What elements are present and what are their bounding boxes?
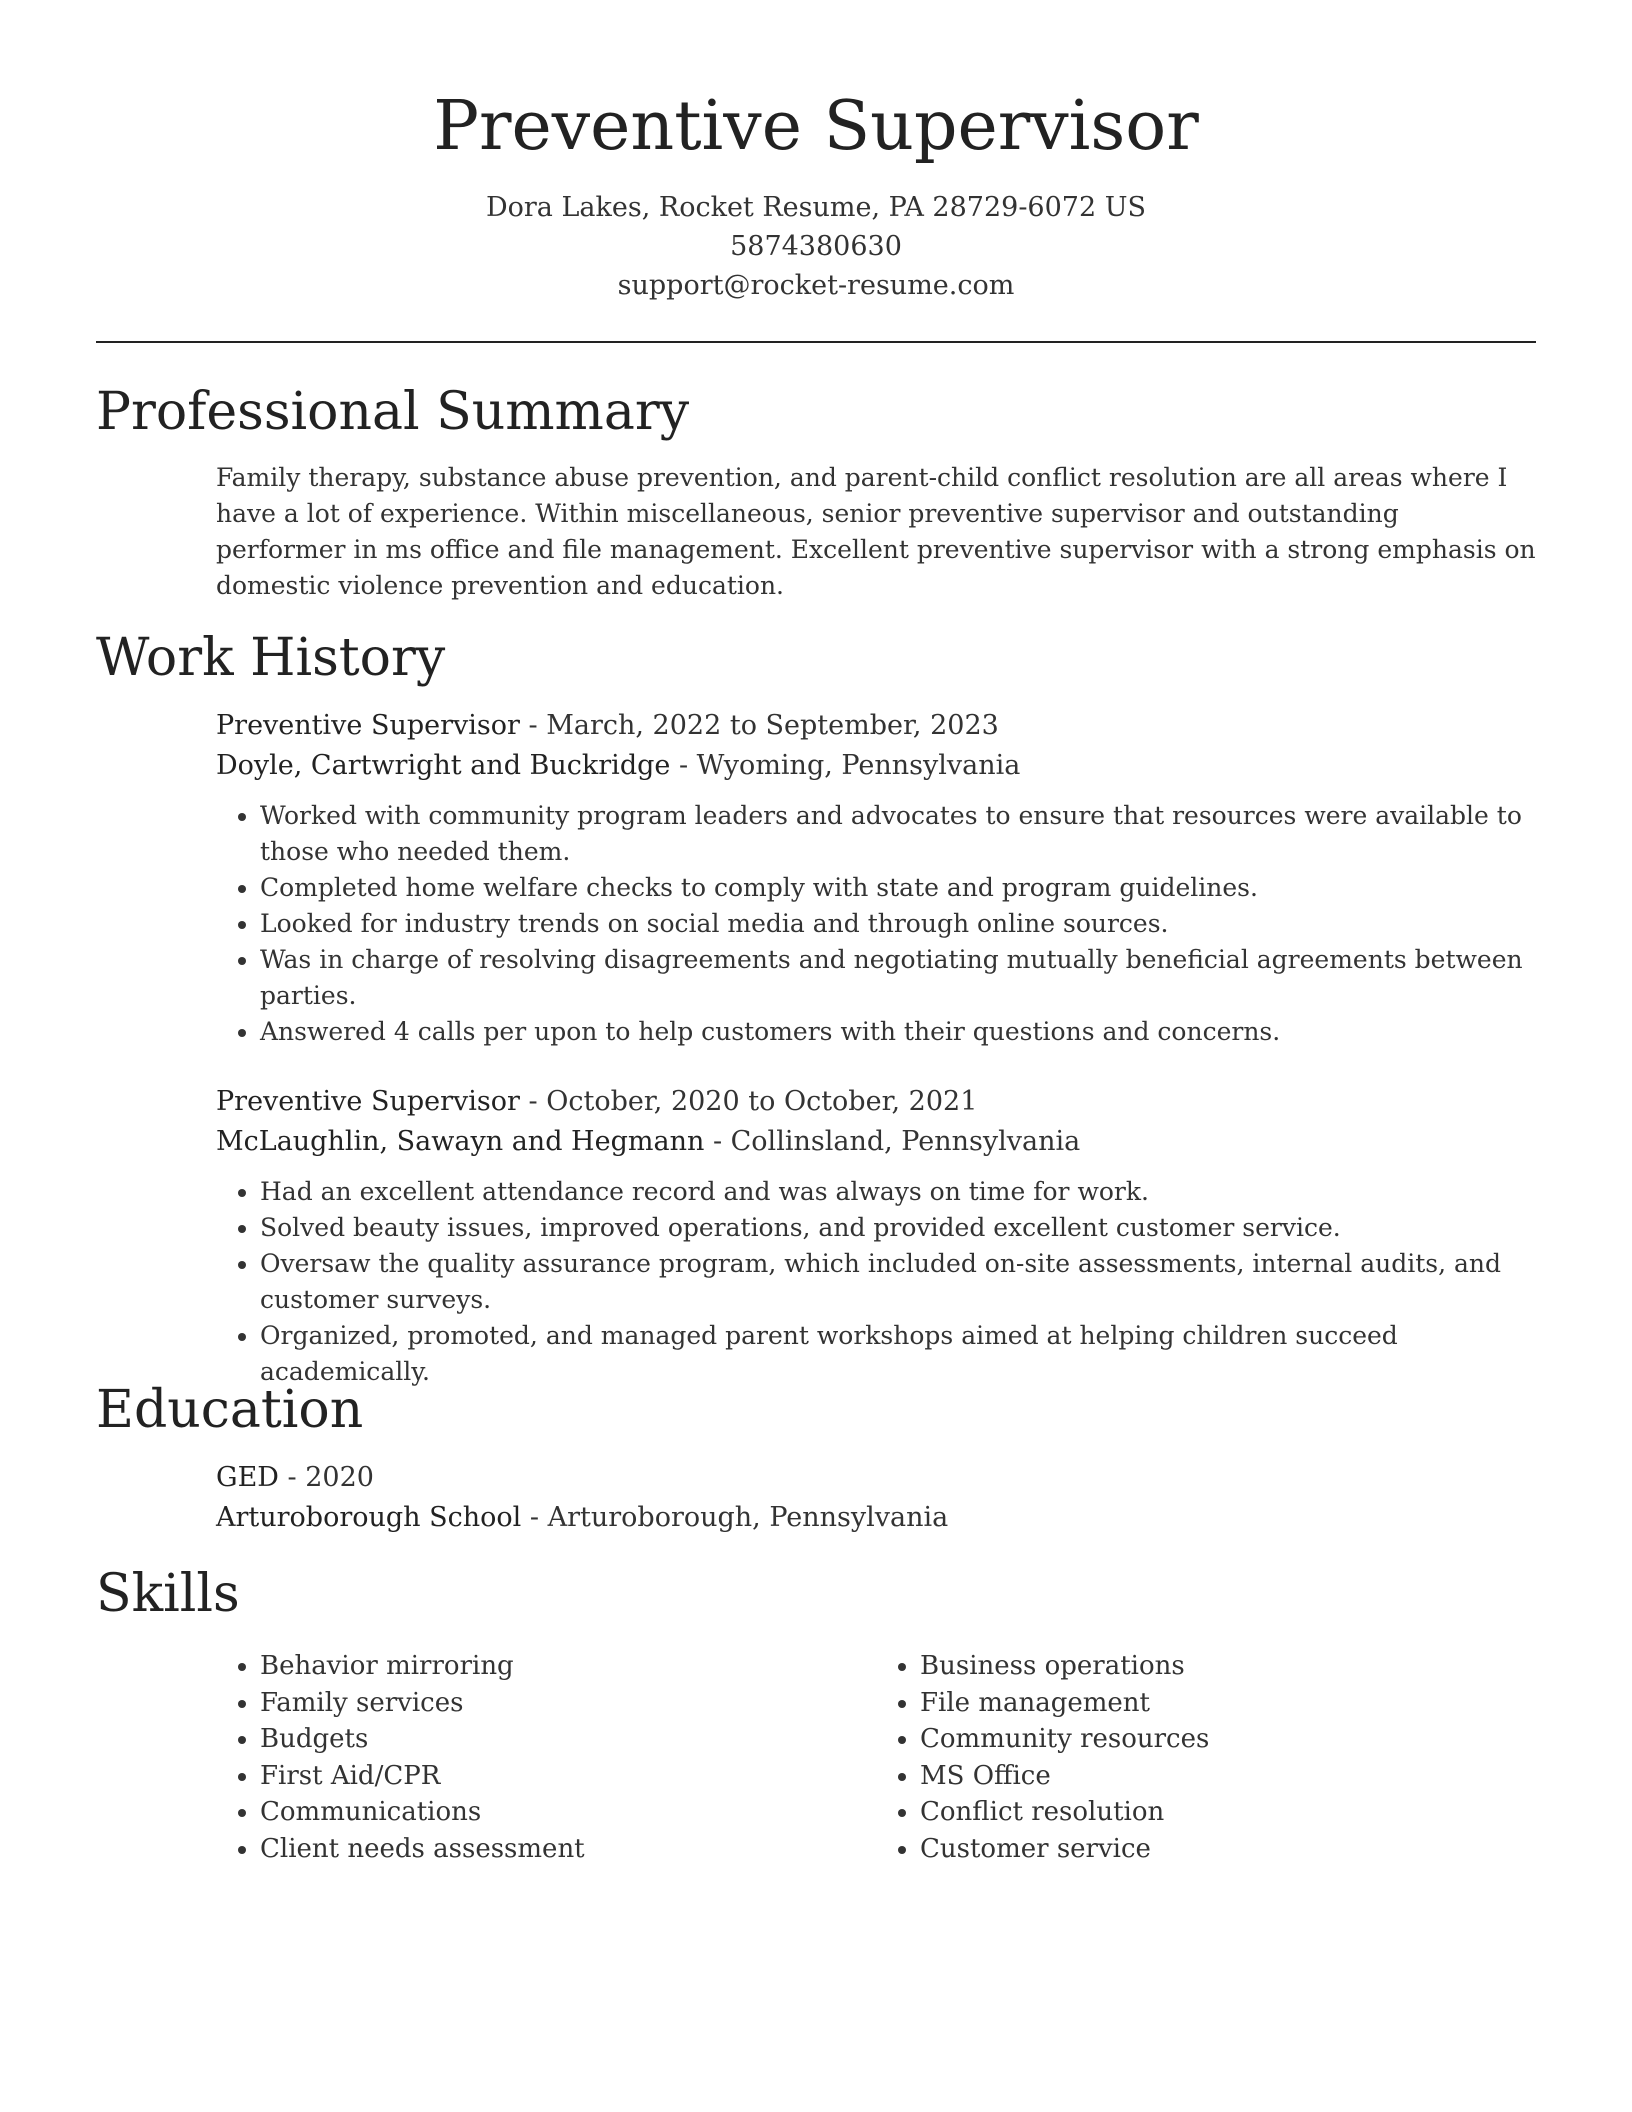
header-divider bbox=[96, 341, 1536, 343]
education-location: - Arturoborough, Pennsylvania bbox=[521, 1502, 949, 1533]
job-title-line bbox=[216, 706, 1536, 746]
skill-item: • Conflict resolution bbox=[920, 1794, 1536, 1831]
skill-item: • Customer service bbox=[920, 1831, 1536, 1868]
education-school-line bbox=[216, 1498, 1536, 1538]
job-company: Doyle, Cartwright and Buckridge bbox=[216, 750, 671, 781]
job-company-line bbox=[216, 1122, 1536, 1162]
summary-section bbox=[216, 460, 1536, 604]
skill-item: • Communications bbox=[260, 1794, 876, 1831]
education-heading: Education bbox=[96, 1380, 364, 1440]
job-company: McLaughlin, Sawayn and Hegmann bbox=[216, 1126, 705, 1157]
education-year: - 2020 bbox=[278, 1462, 374, 1493]
job-entry bbox=[216, 1082, 1536, 1390]
summary-text: Family therapy, substance abuse prevention, and parent-child conflict resolution are all areas where I have a lot of experience. Within miscellaneous, senior preventive supervisor and outstanding performer in ms office and file management. Excellent preventive supervisor with a strong emphasis on domestic violence prevention and education. bbox=[216, 463, 1536, 600]
job-dates: - October, 2020 to October, 2021 bbox=[519, 1086, 978, 1117]
phone: 5874380630 bbox=[730, 231, 902, 262]
summary-heading: Professional Summary bbox=[96, 382, 690, 442]
job-bullet: • Was in charge of resolving disagreements and negotiating mutually beneficial agreements between parties. bbox=[260, 942, 1536, 1014]
job-role: Preventive Supervisor bbox=[216, 710, 520, 741]
job-bullet: • Looked for industry trends on social media and through online sources. bbox=[260, 906, 1536, 942]
skill-item: • MS Office bbox=[920, 1758, 1536, 1795]
education-entry bbox=[216, 1458, 1536, 1538]
job-bullet: • Had an excellent attendance record and was always on time for work. bbox=[260, 1174, 1536, 1210]
skill-item: • Budgets bbox=[260, 1721, 876, 1758]
skill-item: • Client needs assessment bbox=[260, 1831, 876, 1868]
skill-item: • Behavior mirroring bbox=[260, 1648, 876, 1685]
education-degree: GED bbox=[216, 1462, 279, 1493]
skill-item: • First Aid/CPR bbox=[260, 1758, 876, 1795]
job-entry bbox=[216, 706, 1536, 1050]
job-company-line bbox=[216, 746, 1536, 786]
candidate-name: Preventive Supervisor bbox=[433, 87, 1199, 166]
resume-header bbox=[96, 82, 1536, 305]
job-location: - Collinsland, Pennsylvania bbox=[704, 1126, 1081, 1157]
skill-item: • Community resources bbox=[920, 1721, 1536, 1758]
skill-item: • Family services bbox=[260, 1685, 876, 1722]
job-bullets bbox=[216, 798, 1536, 1050]
education-school: Arturoborough School bbox=[216, 1502, 522, 1533]
job-bullet: • Oversaw the quality assurance program, which included on-site assessments, internal audits, and customer surveys. bbox=[260, 1246, 1536, 1318]
skills-section bbox=[216, 1648, 1536, 1867]
job-bullet: • Organized, promoted, and managed parent workshops aimed at helping children succeed academically. bbox=[260, 1318, 1536, 1390]
skill-item: • Business operations bbox=[920, 1648, 1536, 1685]
job-location: - Wyoming, Pennsylvania bbox=[670, 750, 1021, 781]
address: Dora Lakes, Rocket Resume, PA 28729-6072 US bbox=[486, 192, 1146, 223]
job-bullet: • Completed home welfare checks to comply with state and program guidelines. bbox=[260, 870, 1536, 906]
skills-list-right bbox=[876, 1648, 1536, 1867]
job-bullet: • Solved beauty issues, improved operations, and provided excellent customer service. bbox=[260, 1210, 1536, 1246]
skills-list-left bbox=[216, 1648, 876, 1867]
job-bullet: • Worked with community program leaders and advocates to ensure that resources were available to those who needed them. bbox=[260, 798, 1536, 870]
job-bullets bbox=[216, 1174, 1536, 1390]
job-bullet: • Answered 4 calls per upon to help customers with their questions and concerns. bbox=[260, 1014, 1536, 1050]
work-history-heading: Work History bbox=[96, 628, 446, 688]
skill-item: • File management bbox=[920, 1685, 1536, 1722]
email: support@rocket-resume.com bbox=[617, 270, 1015, 301]
job-dates: - March, 2022 to September, 2023 bbox=[519, 710, 999, 741]
contact-info bbox=[96, 188, 1536, 305]
skills-heading: Skills bbox=[96, 1564, 240, 1624]
job-title-line bbox=[216, 1082, 1536, 1122]
job-role: Preventive Supervisor bbox=[216, 1086, 520, 1117]
education-degree-line bbox=[216, 1458, 1536, 1498]
